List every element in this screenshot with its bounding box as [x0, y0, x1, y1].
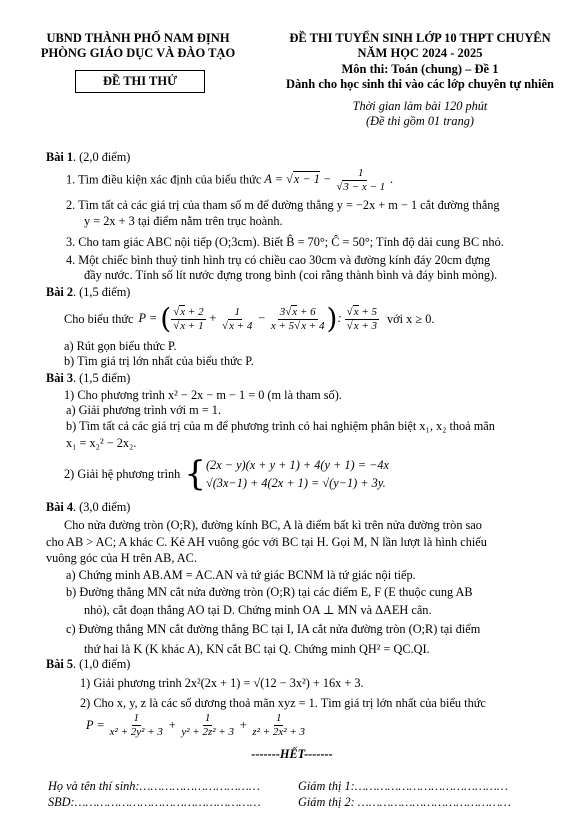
examiner-1: Giám thị 1:……………………………………: [298, 779, 508, 793]
bai3-q2: [64, 456, 389, 492]
bai3-heading: [46, 371, 130, 386]
bai4-p3: vuông góc của H trên AB, AC.: [46, 551, 197, 565]
bai3-title: Bài 3: [46, 371, 73, 385]
exam-badge: [75, 70, 205, 93]
bai1-points: . (2,0 điểm): [73, 150, 131, 164]
bai2-title: Bài 2: [46, 285, 73, 299]
bai4-heading: [46, 500, 130, 515]
bai1-q4-line2: đầy nước. Tính số lít nước đựng trong bình (coi rằng thành bình và đáy bình mỏng).: [84, 268, 498, 282]
school-year: NĂM HỌC 2024 - 2025: [357, 46, 483, 60]
end-marker: -------HẾT-------: [251, 747, 333, 761]
bai3-a: a) Giải phương trình với m = 1.: [66, 403, 222, 417]
bai3-b-line1: b) Tìm tất cả các giá trị của m để phương trình có hai nghiệm phân biệt x₁, x₂ thoả mãn: [66, 419, 495, 433]
bai5-formula: P = $\frac{1}{\text{x² + 2y² + 3}}$ + $\frac{1}{\text{y² + 2z² + 3}}$ + $\frac{1}{\text{z² + 2x² + 3}}$: [86, 712, 306, 738]
bai1-q4-line1: 4. Một chiếc bình thuỷ tinh hình trụ có chiều cao 30cm và đường kính đáy 20cm đựng: [66, 253, 491, 267]
examiner-2: Giám thị 2: ……………………………………: [298, 795, 511, 809]
bai4-title: Bài 4: [46, 500, 73, 514]
bai1-q1: [66, 168, 393, 193]
candidate-name: Họ và tên thí sinh:……………………………: [48, 779, 260, 793]
audience-line: Dành cho học sinh thi vào các lớp chuyên tự nhiên: [286, 77, 554, 91]
bai4-c-line1: c) Đường thẳng MN cắt đường thẳng BC tại I, IA cắt nửa đường tròn (O;R) tại điểm: [66, 622, 481, 636]
bai1-heading: [46, 150, 130, 165]
bai3-q1: 1) Cho phương trình x² − 2x − m − 1 = 0 (m là tham số).: [64, 388, 342, 402]
bai5-title: Bài 5: [46, 657, 73, 671]
bai5-q2: 2) Cho x, y, z là các số dương thoả mãn xyz = 1. Tìm giá trị lớn nhất của biểu thức: [80, 696, 486, 710]
bai5-points: . (1,0 điểm): [73, 657, 131, 671]
time-limit: Thời gian làm bài 120 phút: [352, 99, 488, 113]
subject-line: Môn thi: Toán (chung) – Đề 1: [341, 62, 499, 76]
bai2-points: . (1,5 điểm): [73, 285, 131, 299]
bai4-b-line2: nhỏ), cắt đoạn thẳng AO tại D. Chứng minh OA ⊥ MN và ΔAEH cân.: [84, 603, 432, 617]
bai1-q1-formula: A = √x − 1 − $\frac{1}{√3 - x - 1}$ .: [264, 167, 394, 193]
page-count: (Đề thi gồm 01 trang): [366, 114, 474, 128]
department-line1: UBND THÀNH PHỐ NAM ĐỊNH: [46, 31, 230, 45]
bai1-q3: 3. Cho tam giác ABC nội tiếp (O;3cm). Biết B̂ = 70°; Ĉ = 50°; Tính độ dài cung BC nhỏ.: [66, 235, 504, 249]
bai4-points: . (3,0 điểm): [73, 500, 131, 514]
bai3-b-line2: x₁ = x₂² − 2x₂.: [66, 436, 137, 450]
exam-badge-label: ĐỀ THI THỬ: [102, 74, 178, 88]
department-line2: PHÒNG GIÁO DỤC VÀ ĐÀO TẠO: [40, 46, 236, 60]
bai2-intro: Cho biểu thức: [64, 311, 134, 326]
bai5-q1: 1) Giải phương trình 2x²(2x + 1) = √(12 − 3x²) + 16x + 3.: [80, 676, 364, 690]
bai2-heading: [46, 285, 130, 300]
system-brace: {: [184, 454, 206, 494]
bai2-condition: với x ≥ 0.: [387, 311, 435, 326]
bai3-points: . (1,5 điểm): [73, 371, 131, 385]
bai4-c-line2: thứ hai là K (K khác A), KN cắt BC tại Q. Chứng minh QH² = QC.QI.: [84, 642, 430, 656]
bai2-formula: P = ( $\frac{√x + 2}{√x + 1}$ + $\frac{1}{√x + 4}$ − $\frac{3√x + 6}{x + 5√x + 4}$ ): $\frac{√x + 5}{√x + 3}$: [138, 302, 378, 335]
bai1-q2-line2: y = 2x + 3 tại điểm nằm trên trục hoành.: [84, 214, 283, 228]
bai2-expression: [64, 302, 434, 336]
bai1-q2-line1: 2. Tìm tất cả các giá trị của tham số m để đường thẳng y = −2x + m − 1 cắt đường thẳng: [66, 198, 500, 212]
bai4-b-line1: b) Đường thẳng MN cắt nửa đường tròn (O;R) tại các điểm E, F (E thuộc cung AB: [66, 585, 473, 599]
bai4-p1: Cho nửa đường tròn (O;R), đường kính BC, A là điểm bất kì trên nửa đường tròn sao: [64, 518, 482, 532]
bai3-q2-text: 2) Giải hệ phương trình: [64, 466, 181, 481]
bai2-b: b) Tìm giá trị lớn nhất của biểu thức P.: [64, 354, 254, 368]
bai4-p2: cho AB > AC; A khác C. Kẻ AH vuông góc với BC tại H. Gọi M, N lần lượt là hình chiếu: [46, 535, 487, 549]
system-eq1: (2x − y)(x + y + 1) + 4(y + 1) = −4x: [205, 458, 389, 472]
bai5-heading: [46, 657, 130, 672]
candidate-id: SBD:……………………………………………: [48, 795, 261, 809]
bai2-a: a) Rút gọn biểu thức P.: [64, 339, 177, 353]
exam-title: ĐỀ THI TUYỂN SINH LỚP 10 THPT CHUYÊN: [289, 31, 551, 45]
system-eq2: √(3x−1) + 4(2x + 1) = √(y−1) + 3y.: [205, 476, 386, 490]
bai1-q1-text: 1. Tìm điều kiện xác định của biểu thức: [66, 172, 262, 187]
equation-system: [206, 456, 389, 492]
bai1-title: Bài 1: [46, 150, 73, 164]
bai4-a: a) Chứng minh AB.AM = AC.AN và tứ giác BCNM là tứ giác nội tiếp.: [66, 568, 416, 582]
